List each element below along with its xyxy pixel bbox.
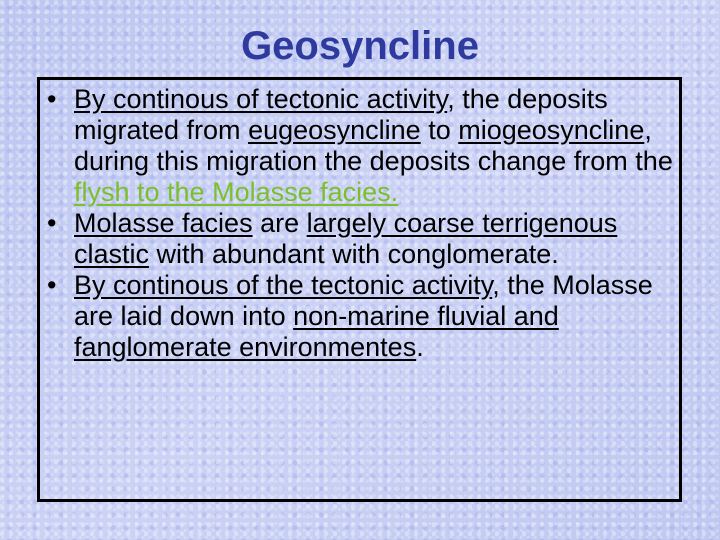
bullet-text: , during this migration the deposits change from the: [74, 115, 673, 176]
bullet-text: with abundant with conglomerate.: [149, 239, 559, 269]
bullet-text: , the Molasse are laid down into: [74, 270, 653, 331]
bullet-text: .: [416, 332, 424, 362]
content-box: [37, 77, 682, 502]
bullet-item: [40, 270, 679, 363]
bullet-text-underlined: non-marine fluvial and fanglomerate environmentes: [74, 301, 559, 362]
bullet-text-underlined: Molasse facies: [74, 208, 253, 238]
bullet-text: , the deposits migrated from: [74, 84, 608, 145]
bullet-text-underlined: eugeosyncline: [248, 115, 421, 145]
bullet-text-underlined: miogeosyncline: [458, 115, 645, 145]
bullet-text: to: [420, 115, 459, 145]
bullet-item: [40, 84, 679, 208]
bullet-dot: •: [47, 270, 57, 300]
bullet-text-highlighted: flysh to the Molasse facies.: [74, 177, 399, 207]
bullet-list: [40, 80, 679, 363]
slide-title: Geosyncline: [241, 24, 479, 68]
bullet-dot: •: [47, 84, 57, 114]
bullet-text-underlined: largely coarse terrigenous clastic: [74, 208, 618, 269]
bullet-dot: •: [47, 208, 57, 238]
bullet-text: are: [252, 208, 307, 238]
bullet-item: [40, 208, 679, 270]
bullet-text-underlined: By continous of tectonic activity: [74, 84, 448, 114]
bullet-text-underlined: By continous of the tectonic activity: [74, 270, 493, 300]
